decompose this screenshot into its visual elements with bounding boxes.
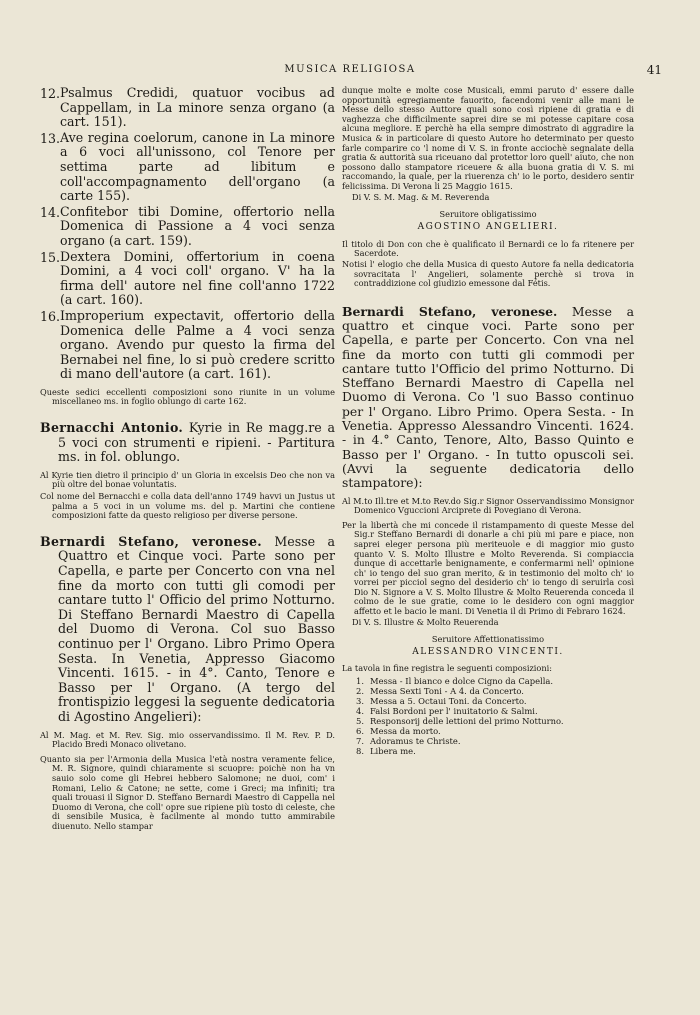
item-number: 12.: [40, 86, 61, 101]
item-text: Dextera Domini, offertorium in coena Domini, a 4 voci coll' organo. V' ha la firma dell' autore nel fine coll'anno 1722 (a cart. 160).: [60, 248, 335, 308]
entry-description: Messe a quattro et cinque voci. Parte sono per Capella, e parte per Concerto. Con vna nel fine da morto con tutti gli commodi per cantare tutto l'Officio del primo Notturno. Di Steffano Bernardi Maestro di Capella nel Duomo di Verona. Co 'l suo Basso continuo per l' Organo. Libro Primo. Opera Sesta. - In Venetia. Appresso Alessandro Vincenti. 1624. - in 4.° Canto, Tenore, Alto, Basso Quinto e Basso per l' Organo. - In tutto opuscoli sei. (Avvi la seguente dedicatoria dello stampatore):: [342, 303, 634, 491]
dedication-closing: Di V. S. M. Mag. & M. Reverenda: [352, 191, 490, 202]
list-item: [40, 250, 335, 308]
dedication-servitor: Seruitore obligatissimo: [439, 209, 537, 220]
dedication-text: Per la libertà che mi concede il ristampamento di queste Messe del Sig.r Steffano Bernardi di donarle a chi più mi pare e piace, non saprei eleger persona più meriteuole e di maggior mio gusto quanto V. S. Molto Illustre e Molto Reverenda. Si compiaccia dunque di accettarle benignamente, e confermarmi nell' opinione ch' io tengo del suo gran merito, & in testimonio del molto ch' io vorrei per picciol segno del desiderio ch' io tengo di seruirla così Dio N. Signore a V. S. Molto Illustre & Molto Reuerenda conceda il colmo de le sue gratie, come io le desidero con ogni maggior affetto et le bacio le mani. Di Venetia il di Primo di Febraro 1624.: [342, 519, 634, 617]
item-text: Libera me.: [370, 746, 416, 757]
item-text: Psalmus Credidi, quatuor vocibus ad Cappellam, in La minore senza organo (a cart. 151).: [60, 85, 335, 130]
item-number: 13.: [40, 130, 61, 146]
item-number: 4.: [356, 706, 364, 717]
bernacchi-note-justus: Col nome del Bernacchi e colla data dell'anno 1749 havvi un Justus ut palma a 5 voci in un volume ms. del p. Martini che contiene composizioni fatte da questo religioso per diverse persone.: [40, 491, 335, 521]
list-item: [40, 205, 335, 249]
page-header: [0, 64, 700, 80]
item-number: 5.: [356, 716, 364, 727]
item-number: 15.: [40, 249, 61, 265]
item-text: Messa - Il bianco e dolce Cigno da Capella.: [370, 676, 554, 687]
dedication-servitor: Seruitore Affettionatissimo: [431, 634, 545, 645]
dedication-closing: Di V. S. Illustre & Molto Reuerenda: [352, 616, 499, 627]
right-column: [342, 86, 634, 756]
item-text: Messa Sexti Toni - A 4. da Concerto.: [370, 686, 524, 697]
item-number: 14.: [40, 204, 61, 220]
list-item: [342, 676, 634, 686]
dedication-signer: AGOSTINO ANGELIERI.: [417, 221, 559, 232]
note-fetis: Notisi l' elogio che della Musica di questo Autore fa nella dedicatoria sovracitata l' Angelieri, solamente perchè si trova in contraddizione col giudizio emessone dal Fétis.: [342, 258, 634, 289]
entry-description: Messe a Quattro et Cinque voci. Parte sono per Capella, e parte per Concerto con vna nel fine da morto con tutti gli comodi per cantare tutto l' Officio del primo Notturno. Di Steffano Bernardi Maestro di Capella del Duomo di Verona. Col suo Basso continuo per l' Organo. Libro Primo Opera Sesta. In Venetia, Appresso Giacomo Vincenti. 1615. - in 4°. Canto, Tenore e Basso per l' Organo. (A tergo del frontispizio leggesi la seguente dedicatoria di Agostino Angelieri):: [58, 533, 335, 724]
entry-bernardi-1624: [342, 305, 634, 491]
entry-description: Kyrie in Re magg.re a 5 voci con strumenti e ripieni. - Partitura ms. in fol. oblungo.: [58, 420, 335, 465]
collection-note: Queste sedici eccellenti composizioni sono riunite in un volume miscellaneo ms. in foglio oblungo di carte 162.: [40, 386, 335, 407]
item-text: Responsorij delle lettioni del primo Notturno.: [370, 716, 564, 727]
dedication-addressee: Al M.to Ill.tre et M.to Rev.do Sig.r Signor Osservandissimo Monsignor Domenico Vguccioni Arciprete di Povegiano di Verona.: [342, 495, 634, 516]
item-number: 16.: [40, 308, 61, 324]
entry-bernardi-1615: [40, 535, 335, 725]
composer-name: Bernacchi Antonio.: [40, 420, 184, 436]
item-number: 8.: [356, 746, 364, 757]
list-item: [40, 86, 335, 130]
dedication-addressee: Al M. Mag. et M. Rev. Sig. mio osservandissimo. Il M. Rev. P. D. Placido Bredi Monaco olivetano.: [40, 729, 335, 750]
running-title: MUSICA RELIGIOSA: [284, 64, 416, 75]
item-text: Adoramus te Christe.: [370, 736, 461, 747]
list-item: [342, 746, 634, 756]
item-number: 1.: [356, 676, 364, 687]
entry-bernacchi: [40, 421, 335, 465]
composition-list: [40, 86, 335, 382]
item-number: 2.: [356, 686, 364, 697]
list-item: [342, 696, 634, 706]
dedication-text-continued: dunque molte e molte cose Musicali, emmi paruto d' essere dalle opportunità egregiamente fauorito, facendomi venir alle mani le Messe dello stesso Auttore quali sono così ripiene di gratia e di vaghezza che difficilmente saprei dire se mi potesse capitare cosa alcuna megliore. E perchè ha ella sempre dimostrato di aggradire la Musica & in particolare di questo Autore ho determinato per questo farle comparire co 'l nome di V. S. in fronte acciochè segnalate della gratia & auttorità sua riceuano dal protettor loro quell' aiuto, che non possono dallo stampatore riceuere & alla buona gratia di V. S. mi raccomando, la quale, per la riuerenza ch' io le porto, desidero sentir felicissima. Di Verona li 25 Maggio 1615.: [342, 85, 634, 191]
dedication-signer: ALESSANDRO VINCENTI.: [412, 646, 564, 657]
item-text: Messa da morto.: [370, 726, 441, 737]
composer-name: Bernardi Stefano, veronese.: [40, 533, 262, 549]
item-number: 3.: [356, 696, 364, 707]
item-text: Falsi Bordoni per l' inuitatorio & Salmi.: [370, 706, 538, 717]
item-text: Messa a 5. Octaui Toni. da Concerto.: [370, 696, 527, 707]
list-item: [342, 706, 634, 716]
item-number: 7.: [356, 736, 364, 747]
list-item: [342, 736, 634, 746]
composer-name: Bernardi Stefano, veronese.: [342, 303, 558, 319]
left-column: [40, 86, 335, 831]
list-item: [40, 309, 335, 382]
list-item: [342, 716, 634, 726]
item-text: Improperium expectavit, offertorio della Domenica delle Palme a 4 voci senza organo. Avendo pur questo la firma del Bernabei nel fine, lo si può credere scritto di mano dell'autore (a cart. 161).: [60, 307, 335, 382]
item-text: Ave regina coelorum, canone in La minore a 6 voci all'unissono, col Tenore per settima parte ad libitum e coll'accompagnamento dell'organo (a carte 155).: [60, 129, 335, 204]
note-don: Il titolo di Don con che è qualificato il Bernardi ce lo fa ritenere per Sacerdote.: [342, 238, 634, 259]
bernacchi-note-gloria: Al Kyrie tien dietro il principio d' un Gloria in excelsis Deo che non va più oltre del bonae voluntatis.: [40, 469, 335, 490]
tavola-intro: La tavola in fine registra le seguenti composizioni:: [342, 662, 552, 673]
tavola-list: [342, 676, 634, 756]
page-number: 41: [646, 63, 662, 77]
list-item: [342, 726, 634, 736]
list-item: [342, 686, 634, 696]
item-text: Confitebor tibi Domine, offertorio nella Domenica di Passione a 4 voci senza organo (a cart. 159).: [60, 203, 335, 248]
item-number: 6.: [356, 726, 364, 737]
dedication-text: Quanto sia per l'Armonia della Musica l'età nostra veramente felice, M. R. Signore, quindi chiaramente si scuopre: poichè non ha vn sauio solo come gli Hebrei hebbero Salomone; ne duoi, com' i Romani, Lelio & Catone; ne sette, come i Greci; ma infiniti; tra quali trouasi il Signor D. Steffano Bernardi Maestro di Cappella nel Duomo di Verona, che coll' opre sue ripiene più tosto di celeste, che di sensibile Musica, è facilmente al mondo tutto ammirabile diuenuto. Nello stampar: [40, 753, 335, 831]
list-item: [40, 131, 335, 204]
